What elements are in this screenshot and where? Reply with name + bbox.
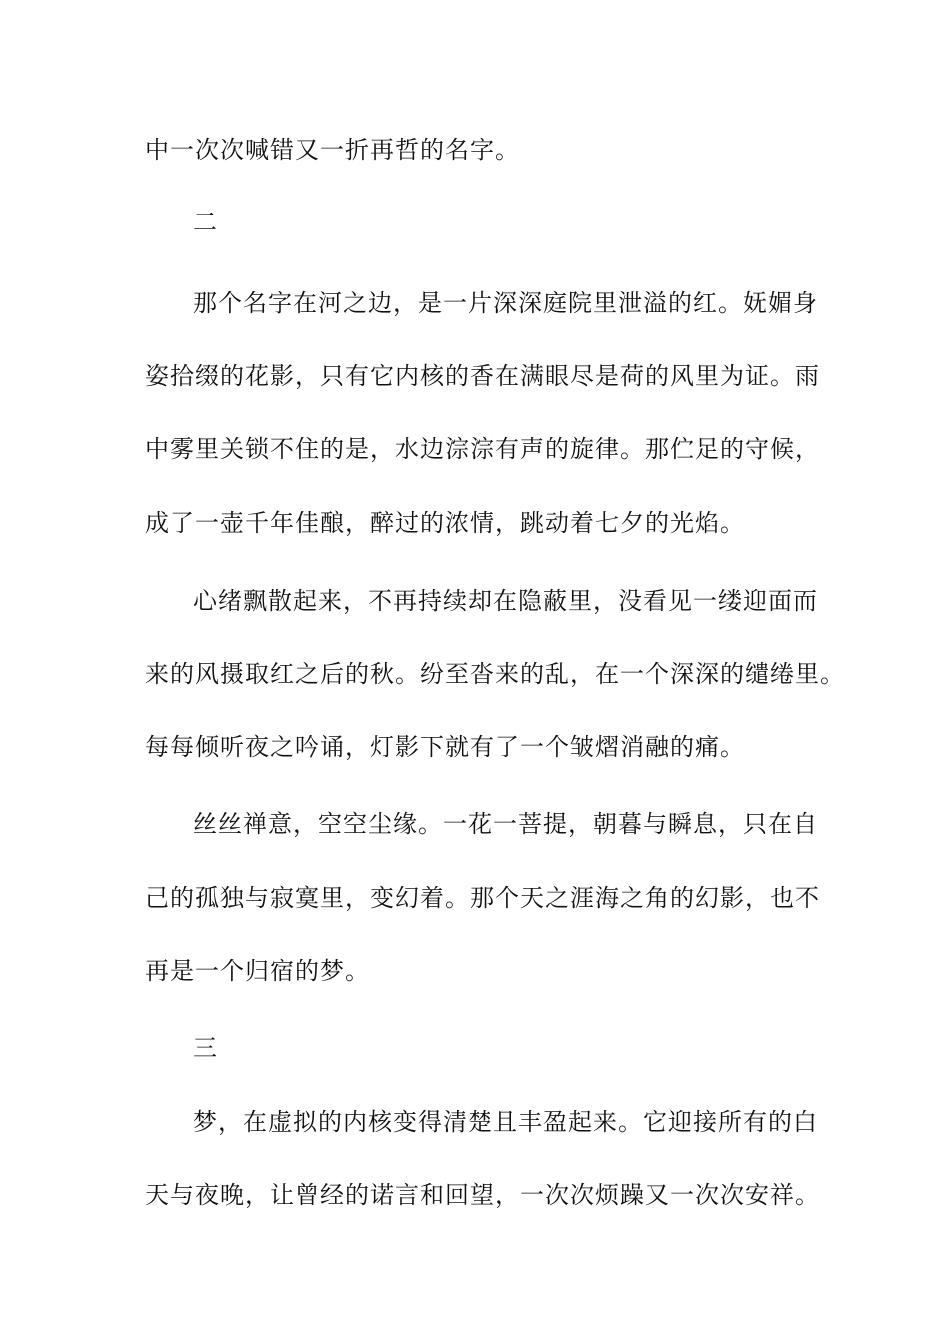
text-line: 天与夜晚，让曾经的诺言和回望，一次次烦躁又一次次安祥。 [145,1181,820,1209]
text-line: 丝丝禅意，空空尘缘。一花一菩提，朝暮与瞬息，只在自 [193,810,818,838]
text-line: 心绪飘散起来，不再持续却在隐蔽里，没看见一缕迎面而 [193,587,818,615]
text-line: 姿拾缀的花影，只有它内核的香在满眼尽是荷的风里为证。雨 [145,362,820,390]
text-line: 中雾里关锁不住的是，水边淙淙有声的旋律。那伫足的守候， [145,435,820,463]
text-line: 梦，在虚拟的内核变得清楚且丰盈起来。它迎接所有的白 [193,1108,818,1136]
text-line: 每每倾听夜之吟诵，灯影下就有了一个皱熠消融的痛。 [145,733,745,761]
text-line: 再是一个归宿的梦。 [145,957,370,985]
section-heading: 三 [193,1034,218,1062]
text-line: 成了一壶千年佳酿，醉过的浓情，跳动着七夕的光焰。 [145,509,745,537]
text-line: 中一次次喊错又一折再哲的名字。 [145,136,520,164]
text-line: 来的风摄取红之后的秋。纷至沓来的乱，在一个深深的缱绻里。 [145,660,845,688]
section-heading: 二 [193,208,218,236]
text-line: 那个名字在河之边，是一片深深庭院里泄溢的红。妩媚身 [193,289,818,317]
text-line: 己的孤独与寂寞里，变幻着。那个天之涯海之角的幻影，也不 [145,884,820,912]
